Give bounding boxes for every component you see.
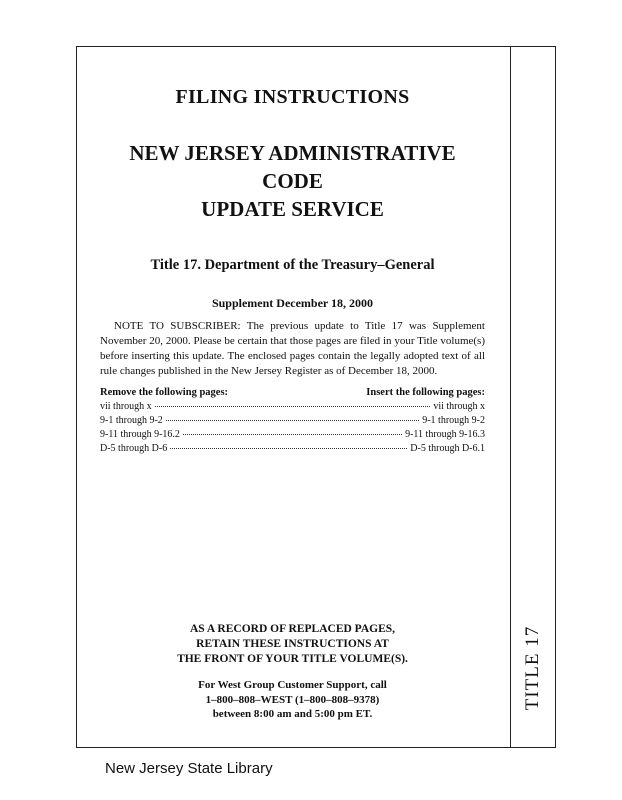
dot-leader bbox=[170, 448, 407, 449]
support-line1: For West Group Customer Support, call bbox=[198, 679, 387, 691]
insert-cell: vii through x bbox=[433, 401, 485, 412]
insert-cell: D-5 through D-6.1 bbox=[410, 443, 485, 454]
insert-header: Insert the following pages: bbox=[366, 387, 485, 398]
record-line2: RETAIN THESE INSTRUCTIONS AT bbox=[196, 638, 389, 650]
table-header bbox=[100, 387, 485, 398]
code-heading bbox=[100, 139, 485, 223]
code-heading-line2: UPDATE SERVICE bbox=[201, 197, 384, 221]
support-notice bbox=[100, 678, 485, 722]
dot-leader bbox=[155, 406, 431, 407]
supplement-date: Supplement December 18, 2000 bbox=[211, 296, 374, 310]
table-row bbox=[100, 414, 485, 428]
dot-leader bbox=[166, 420, 419, 421]
table-row bbox=[100, 400, 485, 414]
code-heading-line1: NEW JERSEY ADMINISTRATIVE CODE bbox=[129, 141, 456, 193]
remove-cell: vii through x bbox=[100, 401, 152, 412]
side-tab-label: TITLE 17 bbox=[522, 625, 543, 711]
remove-cell: 9-1 through 9-2 bbox=[100, 415, 163, 426]
title-heading: Title 17. Department of the Treasury–General bbox=[150, 257, 435, 273]
record-notice bbox=[100, 622, 485, 667]
record-line3: THE FRONT OF YOUR TITLE VOLUME(S). bbox=[177, 653, 408, 665]
record-line1: AS A RECORD OF REPLACED PAGES, bbox=[189, 623, 396, 635]
remove-header: Remove the following pages: bbox=[100, 387, 229, 398]
support-line3: between 8:00 am and 5:00 pm ET. bbox=[212, 708, 373, 720]
library-stamp: New Jersey State Library bbox=[105, 760, 273, 777]
page-title: FILING INSTRUCTIONS bbox=[175, 86, 410, 108]
insert-cell: 9-11 through 9-16.3 bbox=[405, 429, 485, 440]
subscriber-note: NOTE TO SUBSCRIBER: The previous update to Title 17 was Supplement November 20, 2000. Please be certain that those pages are filed in your Title volume(s) before inserting this update. The enclosed pages contain the legally adopted text of all rule changes published in the New Jersey Register as of December 18, 2000. bbox=[100, 320, 485, 377]
remove-cell: D-5 through D-6 bbox=[100, 443, 168, 454]
dot-leader bbox=[183, 434, 402, 435]
insert-cell: 9-1 through 9-2 bbox=[422, 415, 485, 426]
table-row bbox=[100, 428, 485, 442]
support-line2: 1–800–808–WEST (1–800–808–9378) bbox=[205, 693, 380, 706]
main-content bbox=[100, 80, 485, 456]
table-row bbox=[100, 442, 485, 456]
page-table bbox=[100, 400, 485, 456]
remove-cell: 9-11 through 9-16.2 bbox=[100, 429, 180, 440]
